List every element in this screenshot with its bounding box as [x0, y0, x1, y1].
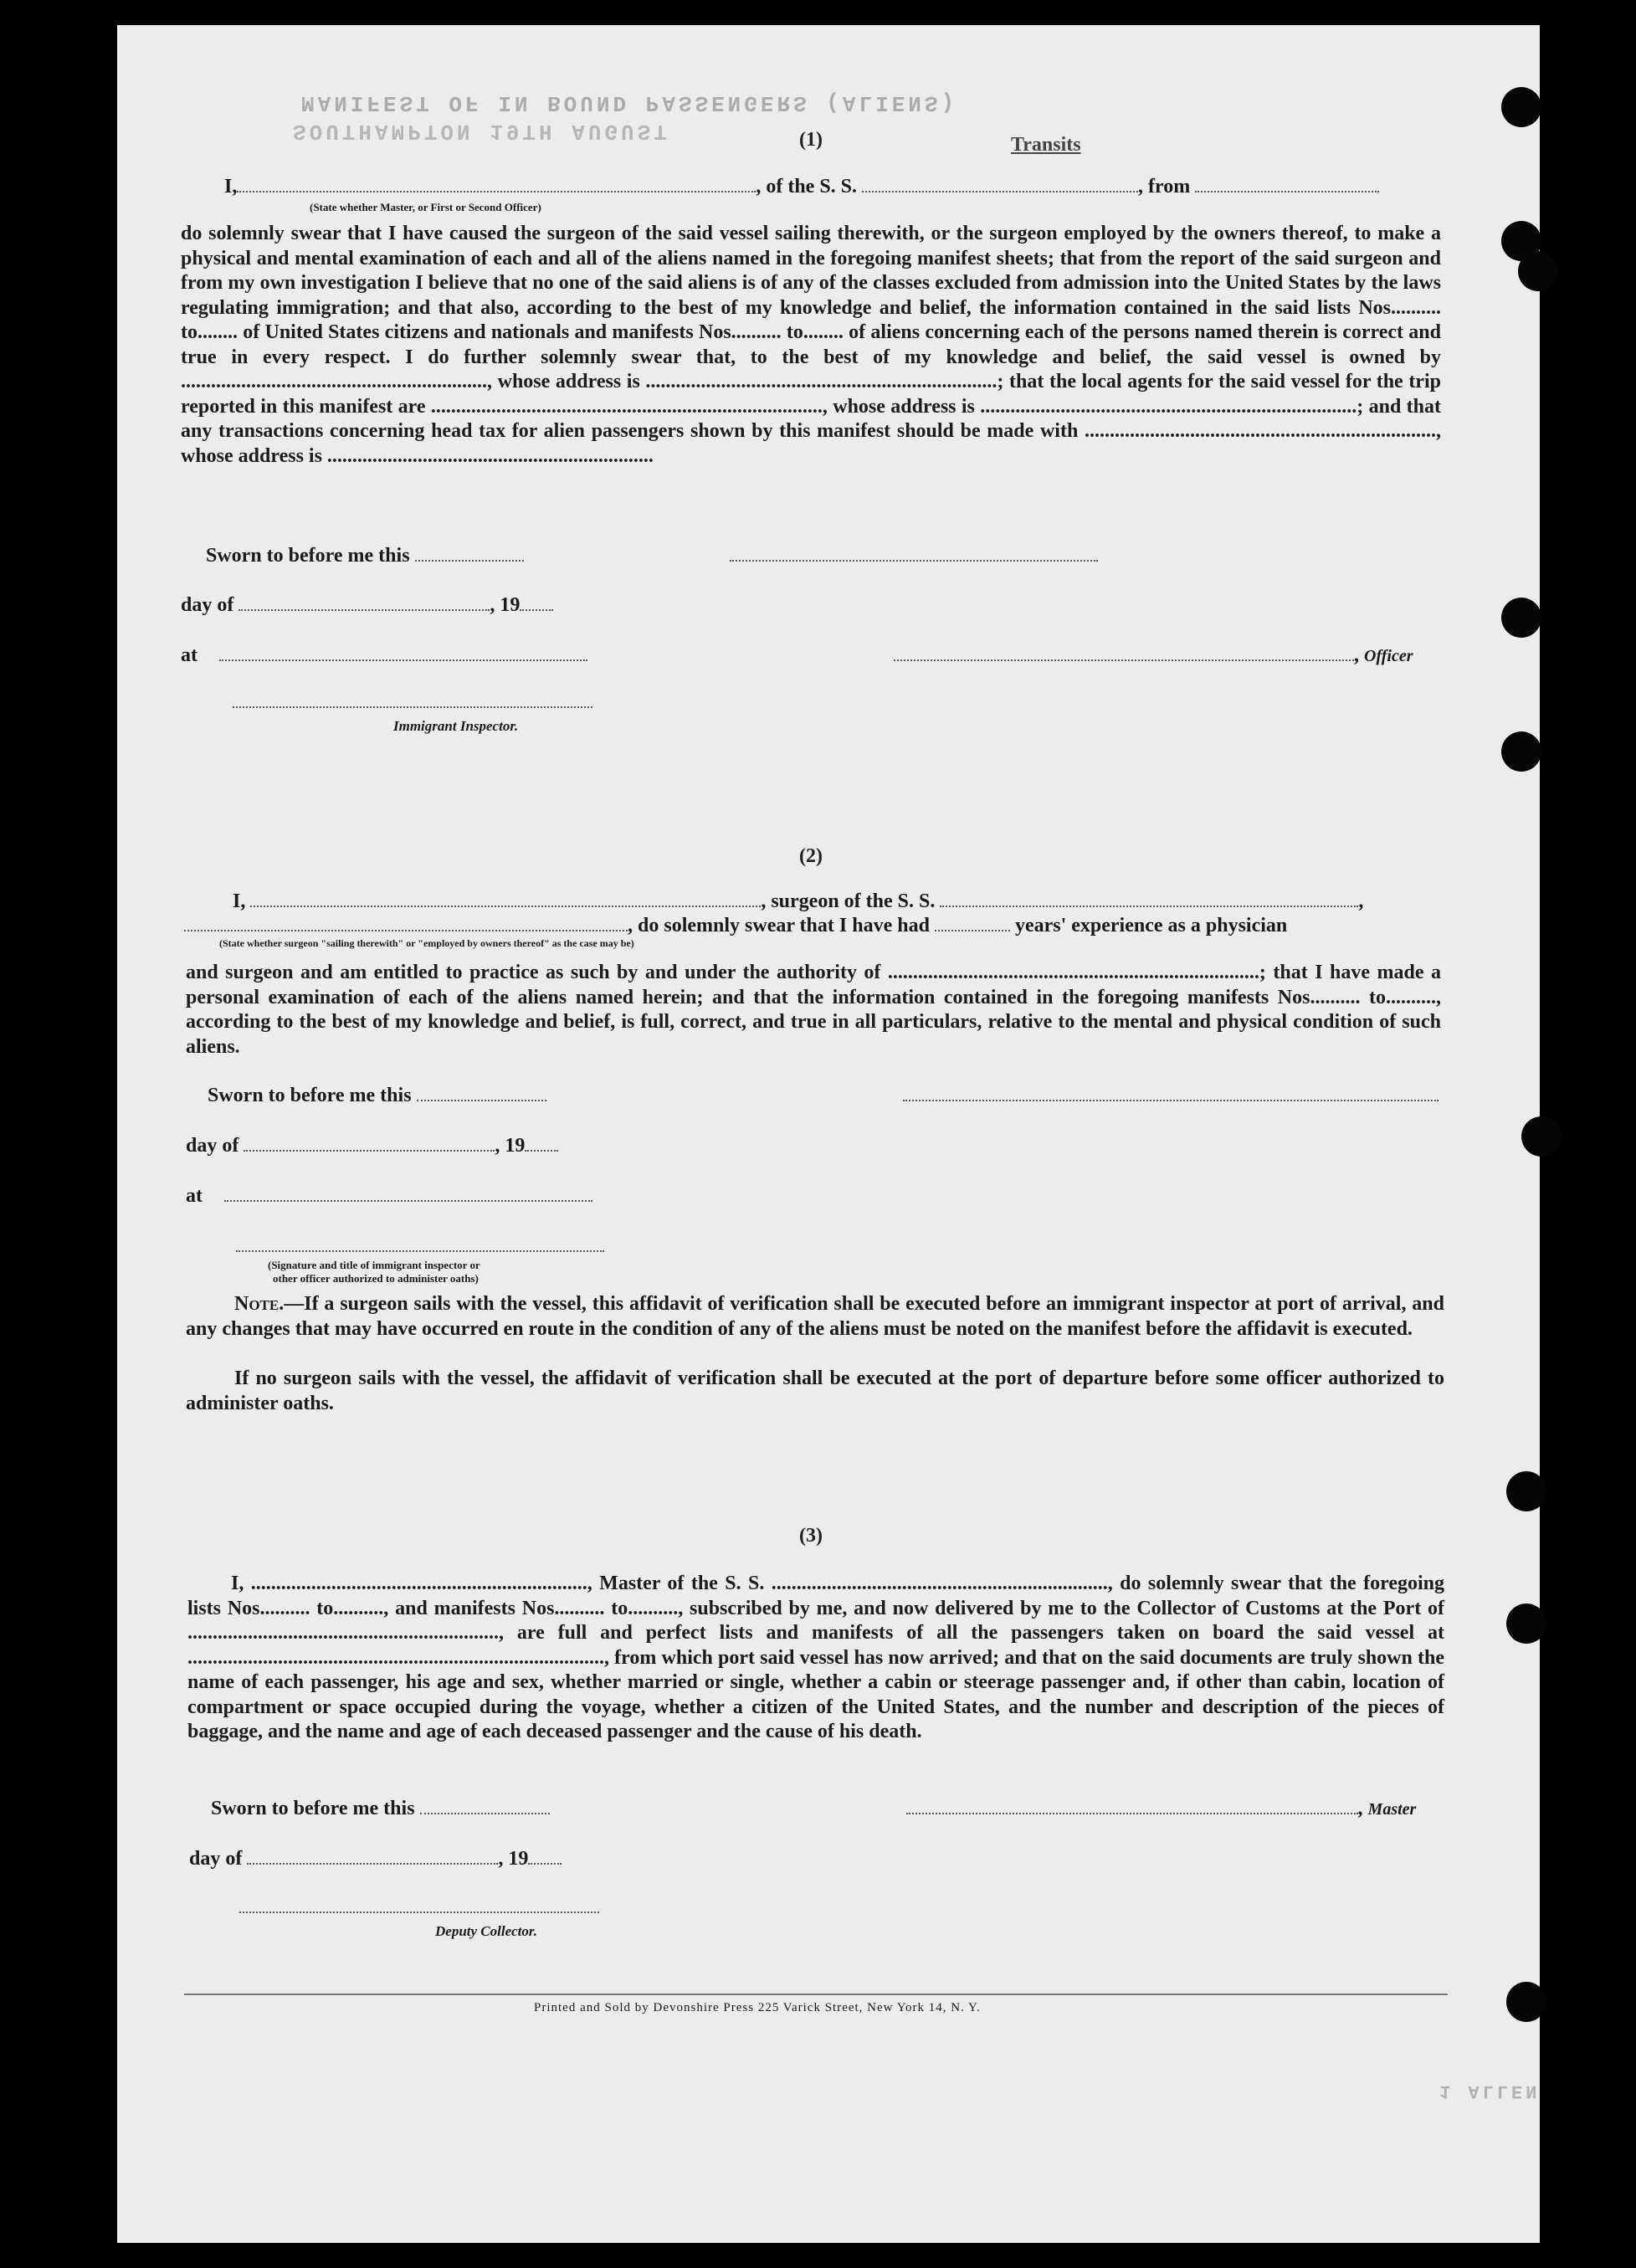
s1-sworn: Sworn to before me this: [206, 545, 1098, 567]
punch-hole: [1506, 1604, 1546, 1644]
punch-hole: [1501, 598, 1541, 638]
s1-at: at , Officer: [181, 644, 1413, 666]
s1-line1: I, , of the S. S. , from: [224, 176, 1379, 198]
s3-deputy: Deputy Collector.: [435, 1923, 537, 1939]
section2-title: (2): [799, 845, 823, 867]
s2-note: Note.—If a surgeon sails with the vessel, this affidavit of verification shall be executed before an immigrant inspector at port of arrival, and any changes that may have occurred en route in the condition of any of the aliens must be noted on the manifest before the affidavit is executed.: [186, 1293, 1444, 1340]
s2-day: day of , 19: [186, 1135, 558, 1157]
s2-sig-line: [236, 1235, 604, 1258]
section3-title: (3): [799, 1525, 823, 1547]
punch-hole: [1506, 1471, 1546, 1511]
s2-note-2: If no surgeon sails with the vessel, the affidavit of verification shall be executed at the port of departure before some officer authorized to administer oaths.: [186, 1367, 1444, 1414]
s1-day: day of , 19: [181, 594, 553, 617]
s1-paragraph: do solemnly swear that I have caused the surgeon of the said vessel sailing therewith, or the surgeon employed by the owners thereof, to make a physical and mental examination of each and all of the aliens named in the foregoing manifest sheets; that from the report of the said surgeon and from my own investigation I believe that no one of the said aliens is of any of the classes excluded from admission into the United States by the laws regulating immigration; and that also, according to the best of my knowledge and belief, the information contained in the said lists Nos.......... to........ of United States citizens and nationals and manifests Nos.......... to........ of aliens concerning each of the persons named therein is correct and true in every respect. I do further solemnly swear that, to the best of my knowledge and belief, the said vessel is owned by ............................................................., whose address is ......................................................................; that the local agents for the said vessel for the trip reported in this manifest are .............................................................................., whose address is ...........................................................................; and that any transactions concerning head tax for alien passengers shown by this manifest should be made with ......................................................................, whose address is .................................................................: [181, 223, 1441, 467]
footer-rule: [184, 1993, 1448, 1995]
s2-at: at: [186, 1185, 592, 1208]
printer-imprint: Printed and Sold by Devonshire Press 225 Varick Street, New York 14, N. Y.: [534, 2001, 981, 2014]
punch-hole: [1501, 87, 1541, 127]
s2-line2: , do solemnly swear that I have had years' experience as a physician: [184, 915, 1287, 937]
punch-hole: [1521, 1116, 1562, 1157]
s3-day: day of , 19: [189, 1848, 562, 1870]
punch-hole: [1501, 731, 1541, 772]
section1-title: (1): [799, 129, 823, 151]
s1-inspector: Immigrant Inspector.: [393, 718, 519, 734]
s2-line1: I, , surgeon of the S. S. ,: [233, 890, 1364, 912]
s3-deputy-line: [239, 1896, 599, 1919]
stamp-line-2: SOUTHAMPTON 19TH AUGUST: [293, 119, 670, 144]
s2-surgeon-note: (State whether surgeon "sailing therewith" or "employed by owners thereof" as the case may be): [219, 937, 634, 949]
s2-sig-note2: other officer authorized to administer oaths): [273, 1272, 479, 1285]
s3-paragraph: I, ..................................................................., Master of the S. S. ..................................................................., do solemnly swear that the foregoing lists Nos.......... to.........., and manifests Nos.......... to.........., subscribed by me, and now delivered by me to the Collector of Customs at the Port of .............................................................., are full and perfect lists and manifests of all the passengers taken on board the said vessel at ..................................................................................., from which port said vessel has now arrived; and that on the said documents are truly shown the name of each passenger, his age and sex, whether married or single, whether a cabin or steerage passenger and, if other than cabin, location of compartment or space occupied during the voyage, whether a citizen of the United States, and the number and description of the pieces of baggage, and the name and age of each deceased passenger and the cause of his death.: [187, 1573, 1444, 1742]
s2-paragraph: and surgeon and am entitled to practice as such by and under the authority of ..........................................................................; that I have made a personal examination of each of the aliens named herein; and that the information contained in the foregoing manifests Nos.......... to.........., according to the best of my knowledge and belief, is full, correct, and true in all particulars, relative to the mental and physical condition of such aliens.: [186, 962, 1441, 1058]
stamp-line-1: MANIFEST OF IN BOUND PASSENGERS (ALIENS): [301, 90, 958, 115]
s1-inspector-line: [233, 691, 592, 714]
s1-master-note: (State whether Master, or First or Second Officer): [310, 201, 541, 213]
side-stamp: 1 ALLEN: [1439, 2081, 1541, 2101]
punch-hole: [1518, 251, 1558, 291]
punch-hole: [1506, 1982, 1546, 2022]
s2-sworn: Sworn to before me this: [208, 1085, 1439, 1107]
transits-label: Transits: [1011, 134, 1081, 156]
s3-sworn: Sworn to before me this , Master: [211, 1798, 1417, 1819]
s2-sig-note1: (Signature and title of immigrant inspector or: [268, 1259, 480, 1271]
